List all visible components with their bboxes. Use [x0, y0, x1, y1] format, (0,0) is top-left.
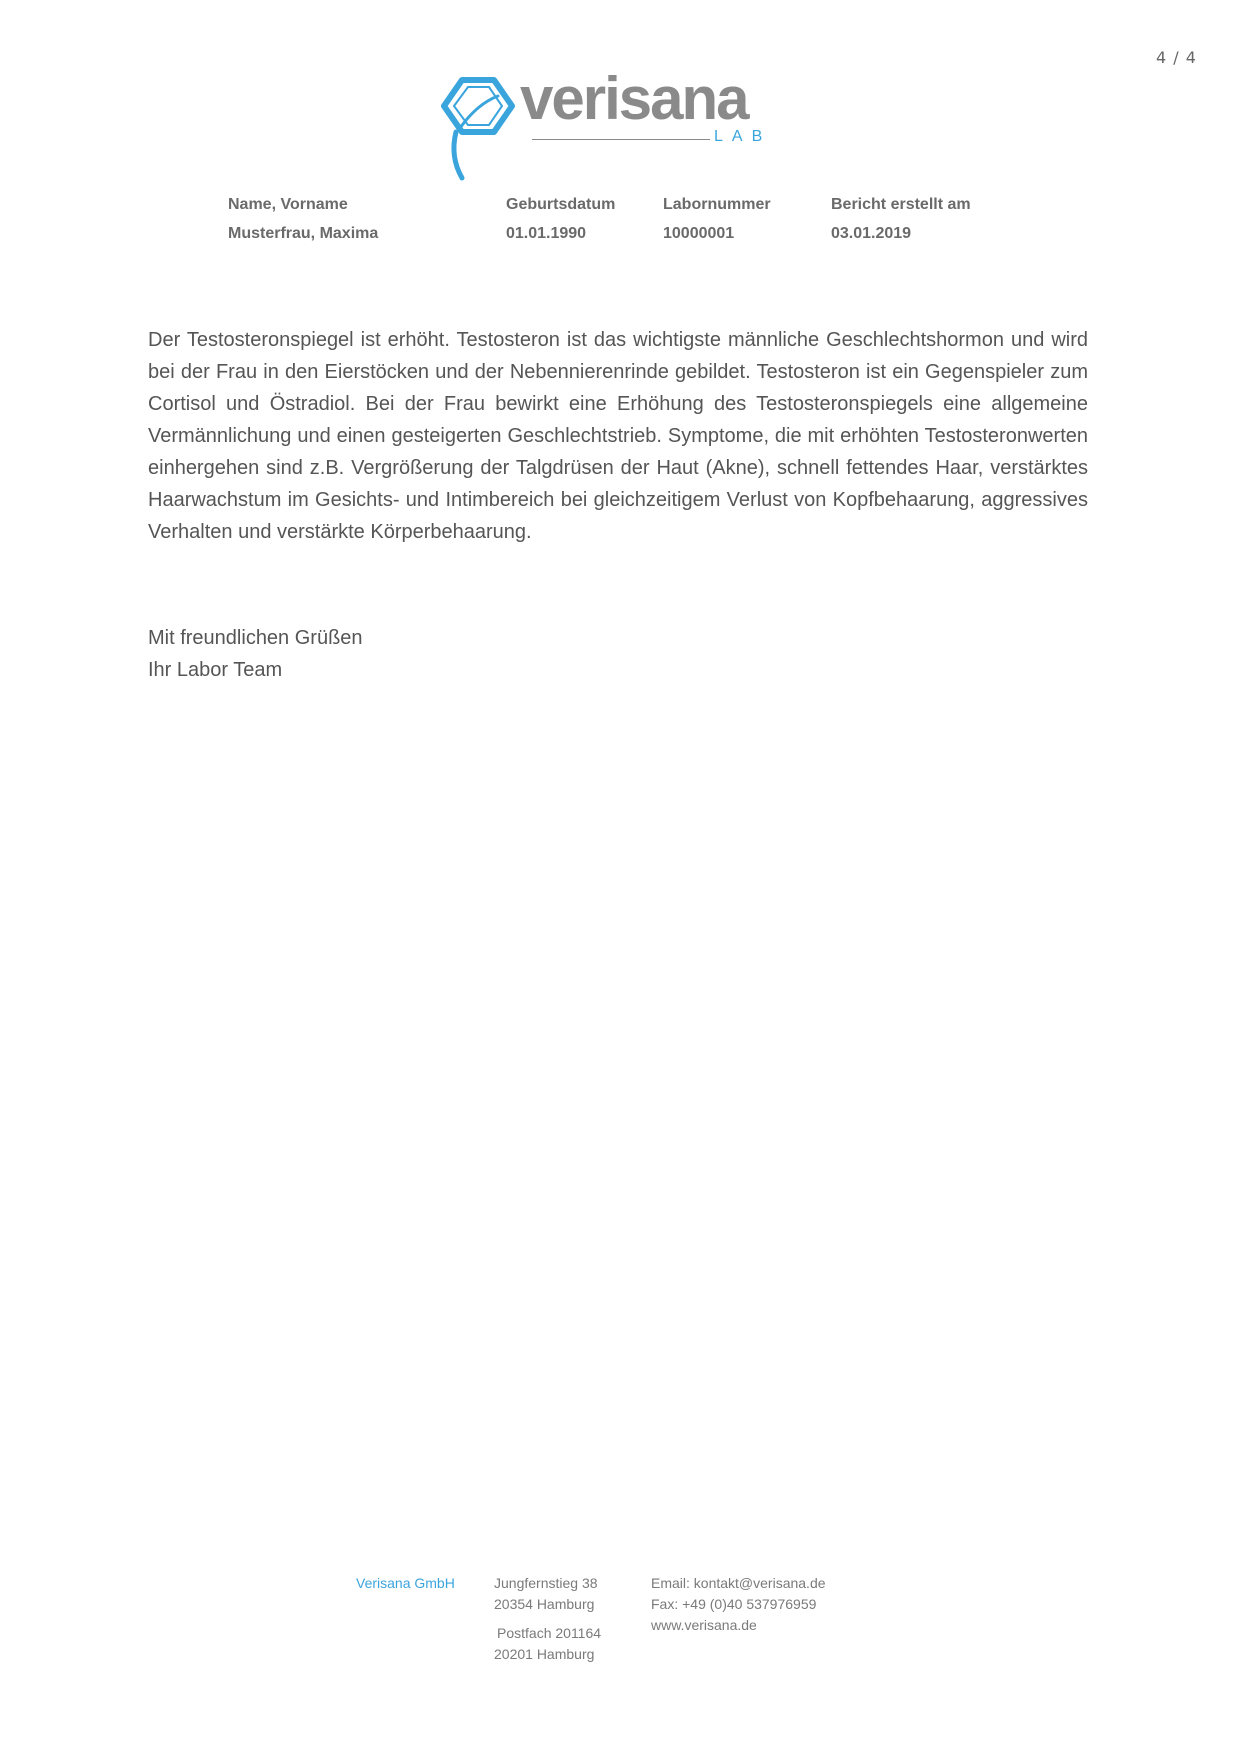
- footer-address: [494, 1573, 601, 1665]
- patient-info-header-row: [228, 196, 1011, 225]
- footer-company: Verisana GmbH: [356, 1575, 455, 1591]
- value-name: Musterfrau, Maxima: [228, 225, 379, 242]
- closing-signature: Ihr Labor Team: [148, 659, 283, 681]
- header-birthdate: Geburtsdatum: [506, 196, 616, 213]
- header-lab-number: Labornummer: [663, 196, 771, 213]
- footer-address-gap: [494, 1615, 601, 1623]
- patient-info-value-row: [228, 225, 1011, 254]
- footer-fax: Fax: +49 (0)40 537976959: [651, 1596, 817, 1612]
- value-report-date: 03.01.2019: [831, 225, 912, 242]
- header-report-date: Bericht erstellt am: [831, 196, 971, 213]
- closing-block: [148, 622, 363, 686]
- footer-contact: [651, 1573, 826, 1636]
- footer-postbox: Postfach 201164: [497, 1625, 602, 1641]
- footer-web: www.verisana.de: [651, 1617, 757, 1633]
- value-lab-number: 10000001: [663, 225, 735, 242]
- verisana-logo: [432, 65, 772, 182]
- value-birthdate: 01.01.1990: [506, 225, 587, 242]
- footer-email: Email: kontakt@verisana.de: [651, 1575, 826, 1591]
- hexagon-flask-icon: [432, 76, 518, 182]
- report-paragraph: Der Testosteronspiegel ist erhöht. Testosteron ist das wichtigste männliche Geschlechtshormon und wird bei der Frau in den Eierstöcken und der Nebennierenrinde gebildet. Testosteron ist ein Gegenspieler zum Cortisol und Östradiol. Bei der Frau bewirkt eine Erhöhung des Testosteronspiegels eine allgemeine Vermännlichung und einen gesteigerten Geschlechtstrieb. Symptome, die mit erhöhten Testosteronwerten einhergehen sind z.B. Vergrößerung der Talgdrüsen der Haut (Akne), schnell fettendes Haar, verstärktes Haarwachstum im Gesichts- und Intimbereich bei gleichzeitigem Verlust von Kopfbehaarung, aggressives Verhalten und verstärkte Körperbehaarung.: [148, 329, 1088, 543]
- footer-postbox-city: 20201 Hamburg: [494, 1646, 595, 1662]
- page-number: 4 / 4: [1156, 48, 1197, 67]
- logo-brand-text: verisana: [520, 65, 748, 132]
- header-name: Name, Vorname: [228, 196, 348, 213]
- footer-street: Jungfernstieg 38: [494, 1575, 598, 1591]
- logo-sub-text: LAB: [714, 128, 772, 145]
- footer-city: 20354 Hamburg: [494, 1596, 595, 1612]
- patient-info-table: [228, 196, 1011, 254]
- logo-divider: [532, 139, 710, 140]
- closing-greeting: Mit freundlichen Grüßen: [148, 627, 363, 649]
